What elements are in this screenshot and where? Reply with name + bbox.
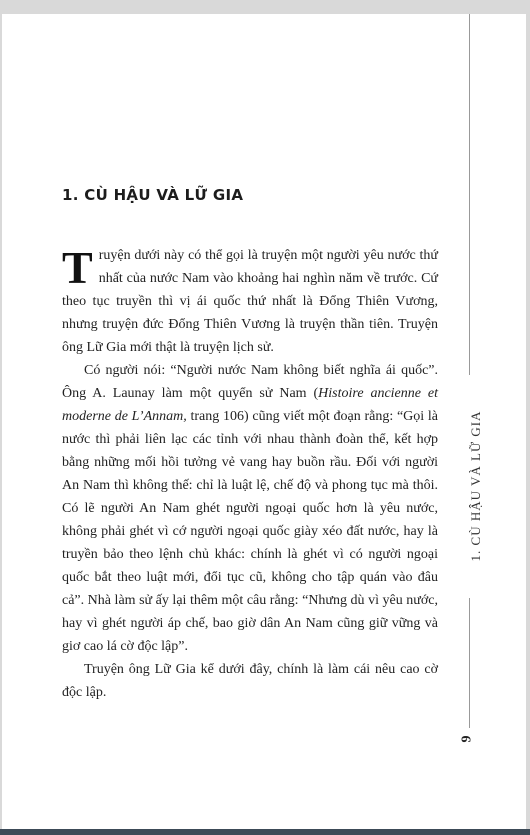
- paragraph-1: [62, 244, 438, 359]
- bottom-border: [0, 829, 530, 835]
- book-title-italic: Histoire ancienne et moderne de L’Annam,: [62, 386, 438, 424]
- page-number: 9: [459, 735, 475, 743]
- paragraph-1-text: ruyện dưới này có thể gọi là truyện một người yêu nước thứ nhất của nước Nam vào khoảng hai nghìn năm về trước. Cứ theo tục truyền thì vị ái quốc thứ nhất là Đổng Thiên Vương, nhưng truyện đức Đổng Thiên Vương là truyện thần tiên. Truyện ông Lữ Gia mới thật là truyện lịch sử.: [62, 248, 438, 355]
- paragraph-2-text-b: trang 106) cũng viết một đoạn rằng: “Gọi là nước thì phải liên lạc các tỉnh với nhau thành đoàn thể, kết hợp bằng những mối hồi tưởng vẻ vang hay buồn rầu. Đối với người An Nam thì không thế: chỉ là luật lệ, chế độ và phong tục mà thôi. Có lẽ người An Nam ghét người ngoại quốc hơn là yêu nước, không phải ghét vì cớ người ngoại quốc giày xéo đất nước, hay là truyền bảo theo lệnh chủ khác: chính là ghét vì có người ngoại quốc bắt theo luật mới, đổi tục cũ, không cho tập quán vào đâu cả”. Nhà làm sử ấy lại thêm một câu rằng: “Nhưng dù vì yêu nước, hay vì ghét người áp chế, bao giờ dân An Nam cũng giữ vững và giơ cao lá cờ độc lập”.: [62, 409, 438, 654]
- running-header: 1. CÙ HẬU VÀ LỮ GIA: [468, 410, 483, 562]
- paragraph-2: [62, 359, 438, 658]
- sidebar-rule-bottom: [469, 598, 470, 728]
- sidebar-rule-top: [469, 14, 470, 375]
- drop-cap: T: [62, 242, 93, 293]
- paragraph-2-text-a: Có người nói: “Người nước Nam không biết nghĩa ái quốc”. Ông A. Launay làm một quyển sử Nam (: [62, 363, 438, 401]
- chapter-body: [62, 244, 438, 704]
- paragraph-3: Truyện ông Lữ Gia kể dưới đây, chính là làm cái nêu cao cờ độc lập.: [62, 662, 438, 700]
- chapter-title: 1. CÙ HẬU VÀ LỮ GIA: [62, 186, 244, 204]
